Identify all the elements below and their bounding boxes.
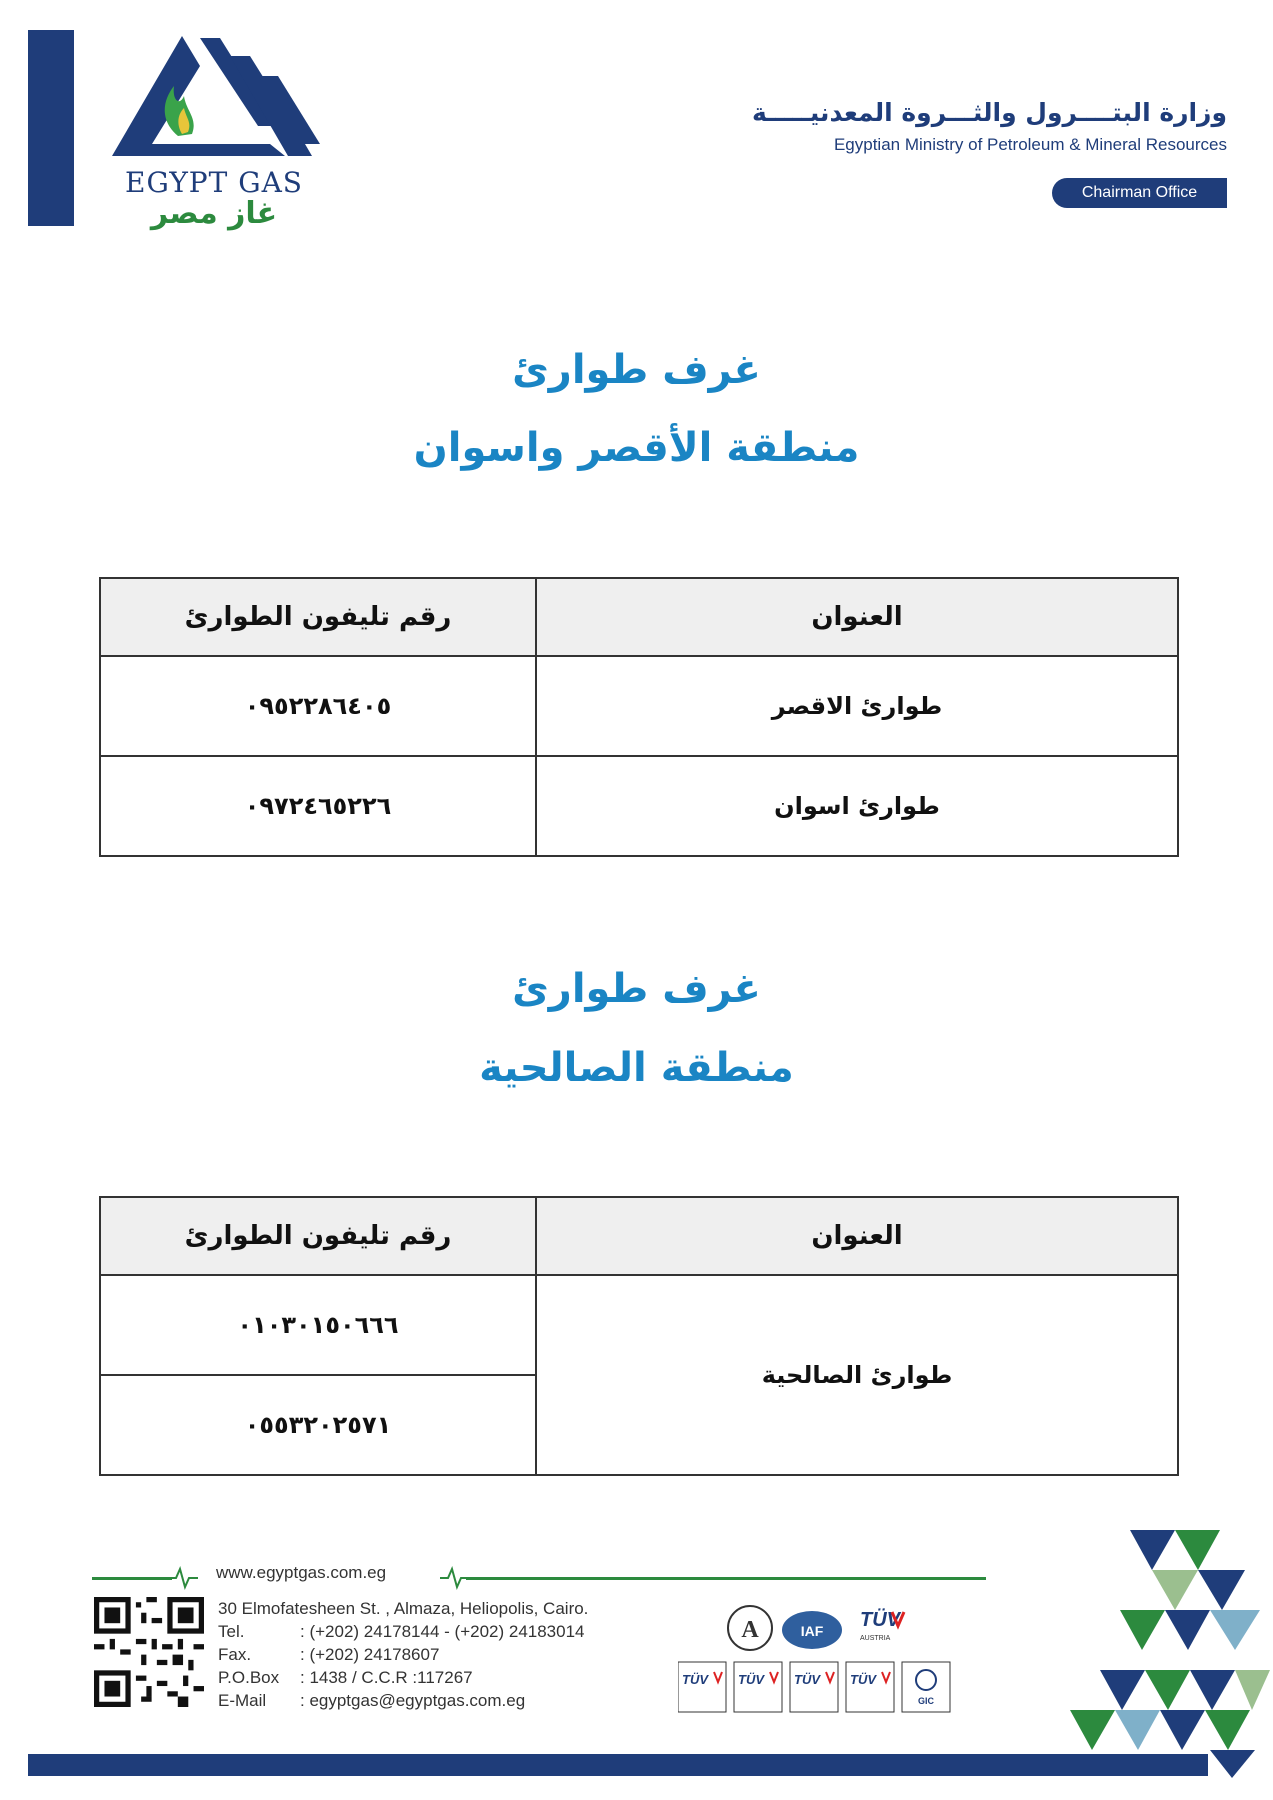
emergency-table-salheya xyxy=(99,1196,1179,1476)
pobox-value: : 1438 / C.C.R :117267 xyxy=(300,1668,473,1687)
table-header-row xyxy=(100,578,1178,656)
phone-cell: ٠٩٥٢٢٨٦٤٠٥ xyxy=(100,656,536,756)
section-2-region: منطقة الصالحية xyxy=(479,1045,794,1091)
logo-mark-icon xyxy=(100,26,325,166)
phone-cell: ٠٥٥٣٢٠٢٥٧١ xyxy=(100,1375,536,1475)
seal-icon xyxy=(728,1606,772,1650)
decorative-triangles-icon xyxy=(1010,1510,1270,1780)
svg-text:IAF: IAF xyxy=(800,1623,824,1639)
left-accent-bar xyxy=(28,30,74,226)
logo-arabic-text: غاز مصر xyxy=(150,196,278,231)
svg-text:TÜV: TÜV xyxy=(850,1672,876,1687)
section-2-title: غرف طوارئ xyxy=(512,966,761,1012)
email-value[interactable]: : egyptgas@egyptgas.com.eg xyxy=(300,1691,526,1710)
address-cell: طوارئ الصالحية xyxy=(536,1275,1178,1475)
iaf-logo-icon xyxy=(782,1611,842,1649)
section-1-region: منطقة الأقصر واسوان xyxy=(413,425,860,471)
address-cell: طوارئ الاقصر xyxy=(536,656,1178,756)
address-column-header: العنوان xyxy=(536,1197,1178,1275)
tuv-badge-icon xyxy=(678,1662,726,1712)
contact-block xyxy=(218,1597,588,1712)
chairman-office-tab: Chairman Office xyxy=(1052,178,1227,208)
svg-text:TÜV: TÜV xyxy=(738,1672,764,1687)
svg-text:GIC: GIC xyxy=(917,1696,935,1706)
tuv-logo-icon xyxy=(860,1608,904,1642)
svg-text:A: A xyxy=(741,1617,759,1643)
logo-english-text: EGYPT GAS xyxy=(125,166,303,199)
pulse-icon xyxy=(168,1566,198,1590)
phone-column-header: رقم تليفون الطوارئ xyxy=(100,578,536,656)
address-cell: طوارئ اسوان xyxy=(536,756,1178,856)
tuv-badge-icon xyxy=(790,1662,838,1712)
bottom-accent-bar xyxy=(28,1754,1208,1776)
certification-logos xyxy=(678,1600,958,1720)
emergency-table-luxor-aswan xyxy=(99,577,1179,857)
fax-label: Fax. xyxy=(218,1645,252,1664)
website-link[interactable]: www.egyptgas.com.eg xyxy=(216,1563,387,1582)
tuv-badge-icon xyxy=(846,1662,894,1712)
section-1-title: غرف طوارئ xyxy=(512,347,761,393)
table-row xyxy=(100,656,1178,756)
tel-label: Tel. xyxy=(218,1622,245,1641)
gic-badge-icon xyxy=(902,1662,950,1712)
tel-value: : (+202) 24178144 - (+202) 24183014 xyxy=(300,1622,585,1641)
pobox-label: P.O.Box xyxy=(218,1668,280,1687)
phone-cell: ٠١٠٣٠١٥٠٦٦٦ xyxy=(100,1275,536,1375)
svg-text:TÜV: TÜV xyxy=(682,1672,708,1687)
footer-line-right xyxy=(466,1577,986,1580)
address-column-header: العنوان xyxy=(536,578,1178,656)
ministry-arabic-name: وزارة البتــــرول والثـــروة المعدنيـــــة xyxy=(751,98,1227,127)
phone-cell: ٠٩٧٢٤٦٥٢٢٦ xyxy=(100,756,536,856)
ministry-english-name: Egyptian Ministry of Petroleum & Mineral Resources xyxy=(833,135,1227,154)
email-label: E-Mail xyxy=(218,1691,267,1710)
qr-code-icon xyxy=(94,1597,204,1707)
table-row xyxy=(100,1275,1178,1375)
phone-column-header: رقم تليفون الطوارئ xyxy=(100,1197,536,1275)
footer-line-left xyxy=(92,1577,172,1580)
address-line: 30 Elmofatesheen St. , Almaza, Heliopolis, Cairo. xyxy=(218,1599,589,1618)
ministry-block xyxy=(707,98,1227,155)
tuv-badge-icon xyxy=(734,1662,782,1712)
egypt-gas-logo xyxy=(100,26,325,231)
svg-text:AUSTRIA: AUSTRIA xyxy=(860,1635,891,1642)
svg-text:TÜV: TÜV xyxy=(794,1672,820,1687)
table-row xyxy=(100,756,1178,856)
table-header-row xyxy=(100,1197,1178,1275)
svg-text:TÜV: TÜV xyxy=(860,1609,900,1631)
fax-value: : (+202) 24178607 xyxy=(300,1645,440,1664)
